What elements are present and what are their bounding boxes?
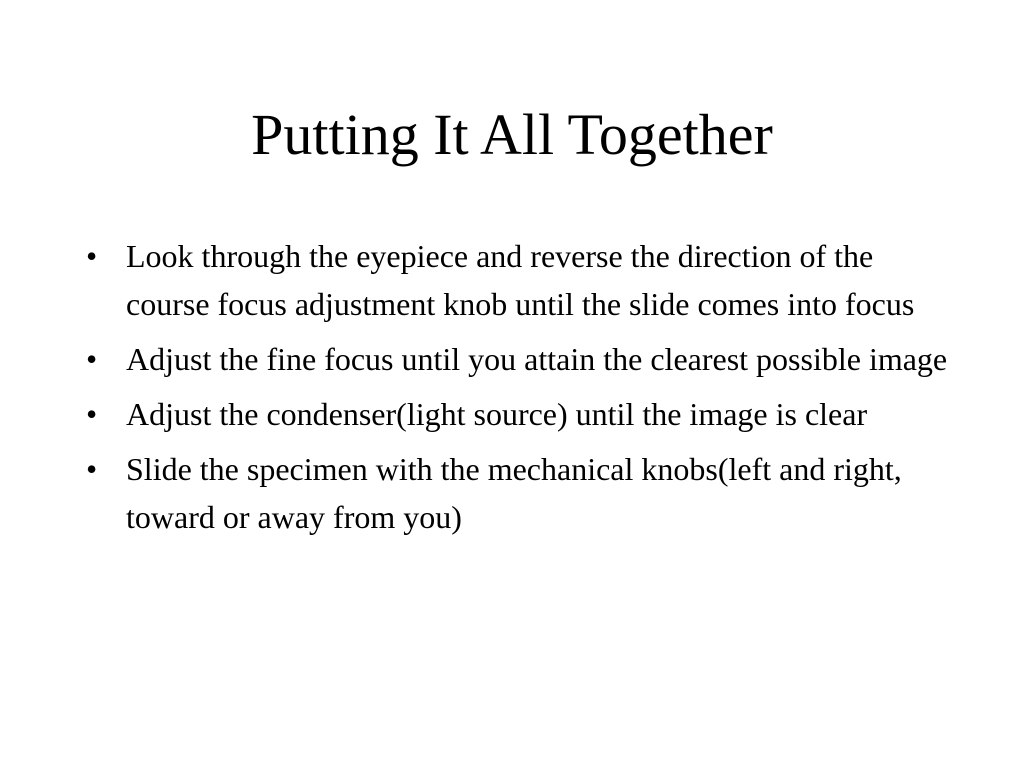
bullet-item [86,445,956,541]
bullet-item [86,335,956,383]
bullet-text: Look through the eyepiece and reverse the direction of the course focus adjustment knob until the slide comes into focus [126,238,915,322]
bullet-point-icon: • [86,451,98,487]
bullet-point-icon: • [86,396,98,432]
slide-title: Putting It All Together [251,102,773,167]
bullet-text: Slide the specimen with the mechanical knobs(left and right, toward or away from you) [126,451,902,535]
bullet-text: Adjust the condenser(light source) until the image is clear [126,396,868,432]
bullet-text: Adjust the fine focus until you attain the clearest possible image [126,341,948,377]
bullet-point-icon: • [86,238,98,274]
bullet-item [86,390,956,438]
bullet-point-icon: • [86,341,98,377]
bullet-item [86,232,956,328]
bullet-list [86,232,956,548]
